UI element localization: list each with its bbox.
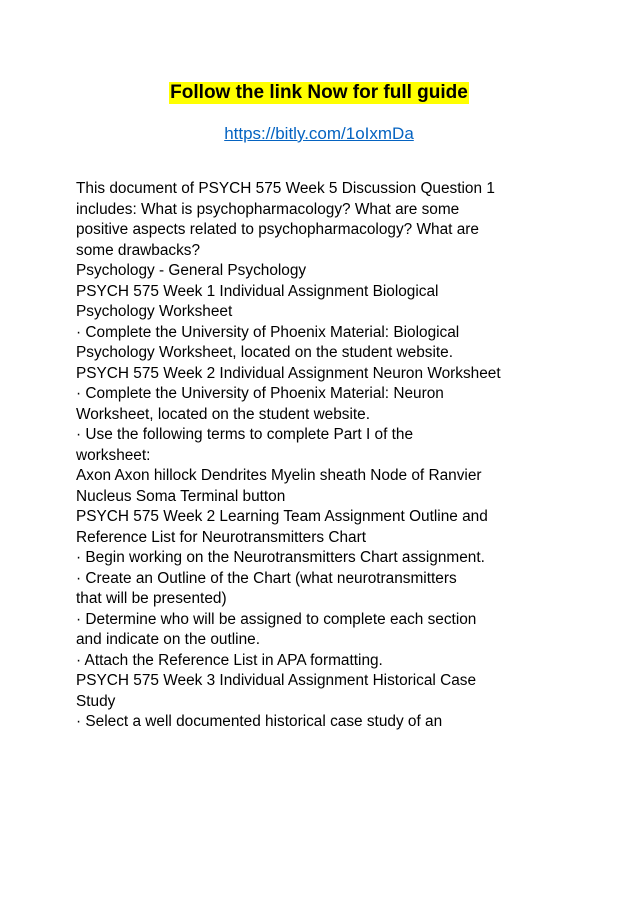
text-line: Reference List for Neurotransmitters Chart (76, 528, 366, 546)
guide-link[interactable]: https://bitly.com/1oIxmDa (224, 124, 414, 143)
body-text (76, 179, 576, 733)
text-line: PSYCH 575 Week 1 Individual Assignment Biological (76, 282, 439, 300)
text-line: · Complete the University of Phoenix Material: Biological (76, 323, 460, 341)
text-line: PSYCH 575 Week 2 Individual Assignment Neuron Worksheet (76, 364, 501, 382)
text-line: that will be presented) (76, 590, 227, 607)
text-line: Psychology Worksheet, located on the student website. (76, 344, 454, 361)
text-line: Worksheet, located on the student website. (76, 405, 371, 423)
text-line: Nucleus Soma Terminal button (76, 487, 286, 505)
text-line: Psychology - General Psychology (76, 262, 307, 279)
text-line: · Complete the University of Phoenix Material: Neuron (76, 385, 444, 402)
text-line: · Determine who will be assigned to complete each section (76, 610, 477, 628)
cta-heading: Follow the link Now for full guide (170, 82, 468, 103)
text-line: some drawbacks? (76, 241, 201, 259)
text-line: includes: What is psychopharmacology? What are some (76, 200, 460, 218)
link-line (0, 124, 638, 144)
text-line: · Begin working on the Neurotransmitters Chart assignment. (76, 549, 485, 566)
text-line: worksheet: (76, 446, 151, 464)
text-line: · Create an Outline of the Chart (what neurotransmitters (76, 569, 457, 587)
text-line: Psychology Worksheet (76, 303, 233, 320)
header (0, 82, 638, 104)
text-line: PSYCH 575 Week 2 Learning Team Assignment Outline and (76, 508, 488, 525)
text-line: Axon Axon hillock Dendrites Myelin sheath Node of Ranvier (76, 467, 482, 484)
text-line: positive aspects related to psychopharmacology? What are (76, 221, 479, 238)
text-line: PSYCH 575 Week 3 Individual Assignment Historical Case (76, 672, 477, 689)
text-line: This document of PSYCH 575 Week 5 Discussion Question 1 (76, 180, 495, 197)
text-line: · Attach the Reference List in APA formatting. (76, 651, 383, 669)
text-line: and indicate on the outline. (76, 631, 260, 648)
text-line: · Select a well documented historical case study of an (76, 713, 443, 730)
text-line: · Use the following terms to complete Part I of the (76, 426, 414, 443)
text-line: Study (76, 692, 116, 710)
